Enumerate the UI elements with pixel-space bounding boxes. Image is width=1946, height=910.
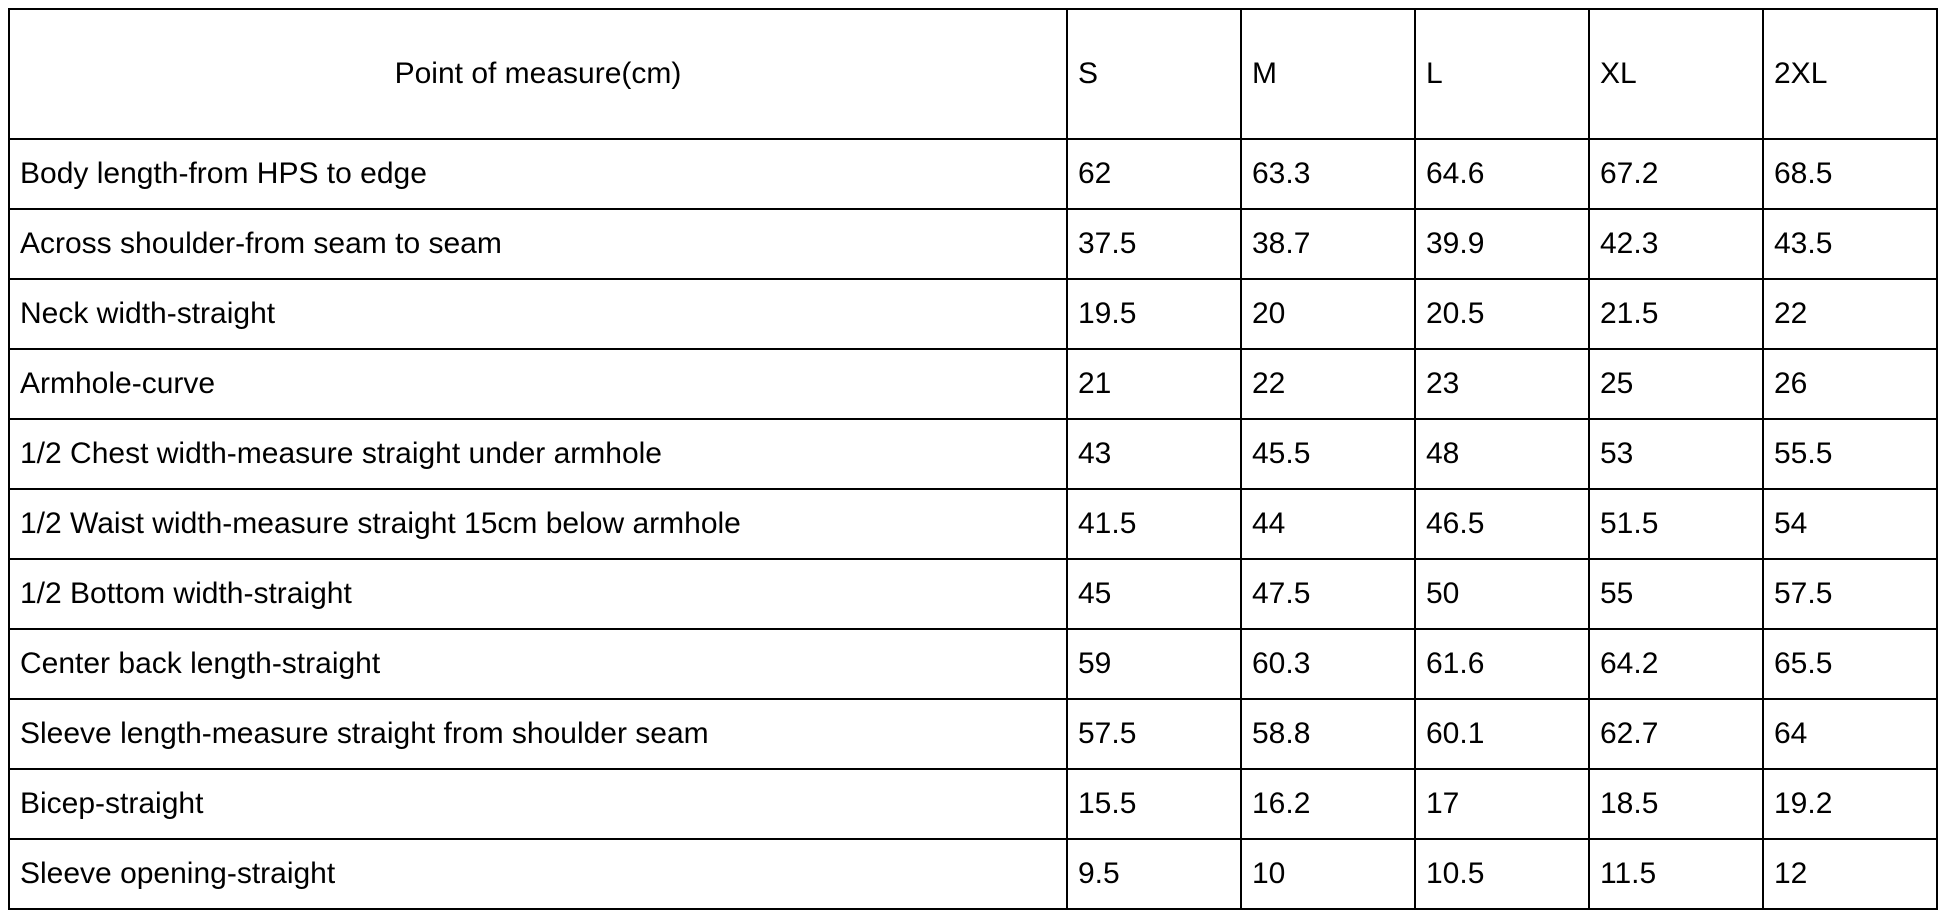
cell-m: 20 <box>1241 279 1415 349</box>
cell-l: 48 <box>1415 419 1589 489</box>
cell-s: 15.5 <box>1067 769 1241 839</box>
row-label: Body length-from HPS to edge <box>9 139 1067 209</box>
row-label: Bicep-straight <box>9 769 1067 839</box>
cell-xl: 11.5 <box>1589 839 1763 909</box>
cell-xl: 51.5 <box>1589 489 1763 559</box>
cell-l: 50 <box>1415 559 1589 629</box>
column-header-2xl: 2XL <box>1763 9 1937 139</box>
cell-s: 59 <box>1067 629 1241 699</box>
cell-s: 57.5 <box>1067 699 1241 769</box>
cell-l: 60.1 <box>1415 699 1589 769</box>
table-row <box>9 279 1937 349</box>
cell-2xl: 12 <box>1763 839 1937 909</box>
cell-2xl: 26 <box>1763 349 1937 419</box>
cell-s: 19.5 <box>1067 279 1241 349</box>
cell-2xl: 57.5 <box>1763 559 1937 629</box>
column-header-m: M <box>1241 9 1415 139</box>
cell-xl: 55 <box>1589 559 1763 629</box>
table-body <box>9 139 1937 909</box>
cell-2xl: 64 <box>1763 699 1937 769</box>
row-label: 1/2 Waist width-measure straight 15cm below armhole <box>9 489 1067 559</box>
cell-s: 21 <box>1067 349 1241 419</box>
cell-xl: 42.3 <box>1589 209 1763 279</box>
table-row <box>9 349 1937 419</box>
cell-2xl: 55.5 <box>1763 419 1937 489</box>
table-header <box>9 9 1937 139</box>
cell-m: 60.3 <box>1241 629 1415 699</box>
cell-xl: 25 <box>1589 349 1763 419</box>
cell-2xl: 43.5 <box>1763 209 1937 279</box>
cell-m: 44 <box>1241 489 1415 559</box>
row-label: Center back length-straight <box>9 629 1067 699</box>
column-header-s: S <box>1067 9 1241 139</box>
row-label: 1/2 Chest width-measure straight under armhole <box>9 419 1067 489</box>
cell-l: 17 <box>1415 769 1589 839</box>
cell-2xl: 65.5 <box>1763 629 1937 699</box>
cell-2xl: 19.2 <box>1763 769 1937 839</box>
cell-xl: 18.5 <box>1589 769 1763 839</box>
cell-l: 20.5 <box>1415 279 1589 349</box>
cell-m: 45.5 <box>1241 419 1415 489</box>
cell-m: 58.8 <box>1241 699 1415 769</box>
table-row <box>9 139 1937 209</box>
table-row <box>9 489 1937 559</box>
cell-xl: 67.2 <box>1589 139 1763 209</box>
cell-l: 23 <box>1415 349 1589 419</box>
cell-2xl: 68.5 <box>1763 139 1937 209</box>
table-row <box>9 839 1937 909</box>
row-label: Neck width-straight <box>9 279 1067 349</box>
cell-s: 37.5 <box>1067 209 1241 279</box>
header-row <box>9 9 1937 139</box>
column-header-l: L <box>1415 9 1589 139</box>
row-label: Across shoulder-from seam to seam <box>9 209 1067 279</box>
cell-xl: 64.2 <box>1589 629 1763 699</box>
cell-xl: 62.7 <box>1589 699 1763 769</box>
cell-2xl: 54 <box>1763 489 1937 559</box>
cell-s: 62 <box>1067 139 1241 209</box>
column-header-point-of-measure: Point of measure(cm) <box>9 9 1067 139</box>
cell-m: 10 <box>1241 839 1415 909</box>
cell-m: 63.3 <box>1241 139 1415 209</box>
table-row <box>9 559 1937 629</box>
row-label: Sleeve length-measure straight from shoulder seam <box>9 699 1067 769</box>
row-label: Armhole-curve <box>9 349 1067 419</box>
cell-s: 41.5 <box>1067 489 1241 559</box>
cell-m: 16.2 <box>1241 769 1415 839</box>
cell-s: 45 <box>1067 559 1241 629</box>
column-header-xl: XL <box>1589 9 1763 139</box>
row-label: Sleeve opening-straight <box>9 839 1067 909</box>
size-chart-table <box>8 8 1938 910</box>
cell-l: 61.6 <box>1415 629 1589 699</box>
table-row <box>9 699 1937 769</box>
cell-m: 38.7 <box>1241 209 1415 279</box>
cell-m: 47.5 <box>1241 559 1415 629</box>
row-label: 1/2 Bottom width-straight <box>9 559 1067 629</box>
cell-xl: 53 <box>1589 419 1763 489</box>
cell-s: 9.5 <box>1067 839 1241 909</box>
cell-l: 64.6 <box>1415 139 1589 209</box>
table-row <box>9 419 1937 489</box>
cell-l: 39.9 <box>1415 209 1589 279</box>
cell-s: 43 <box>1067 419 1241 489</box>
table-row <box>9 769 1937 839</box>
cell-m: 22 <box>1241 349 1415 419</box>
cell-2xl: 22 <box>1763 279 1937 349</box>
cell-l: 10.5 <box>1415 839 1589 909</box>
table-row <box>9 209 1937 279</box>
cell-xl: 21.5 <box>1589 279 1763 349</box>
cell-l: 46.5 <box>1415 489 1589 559</box>
table-row <box>9 629 1937 699</box>
